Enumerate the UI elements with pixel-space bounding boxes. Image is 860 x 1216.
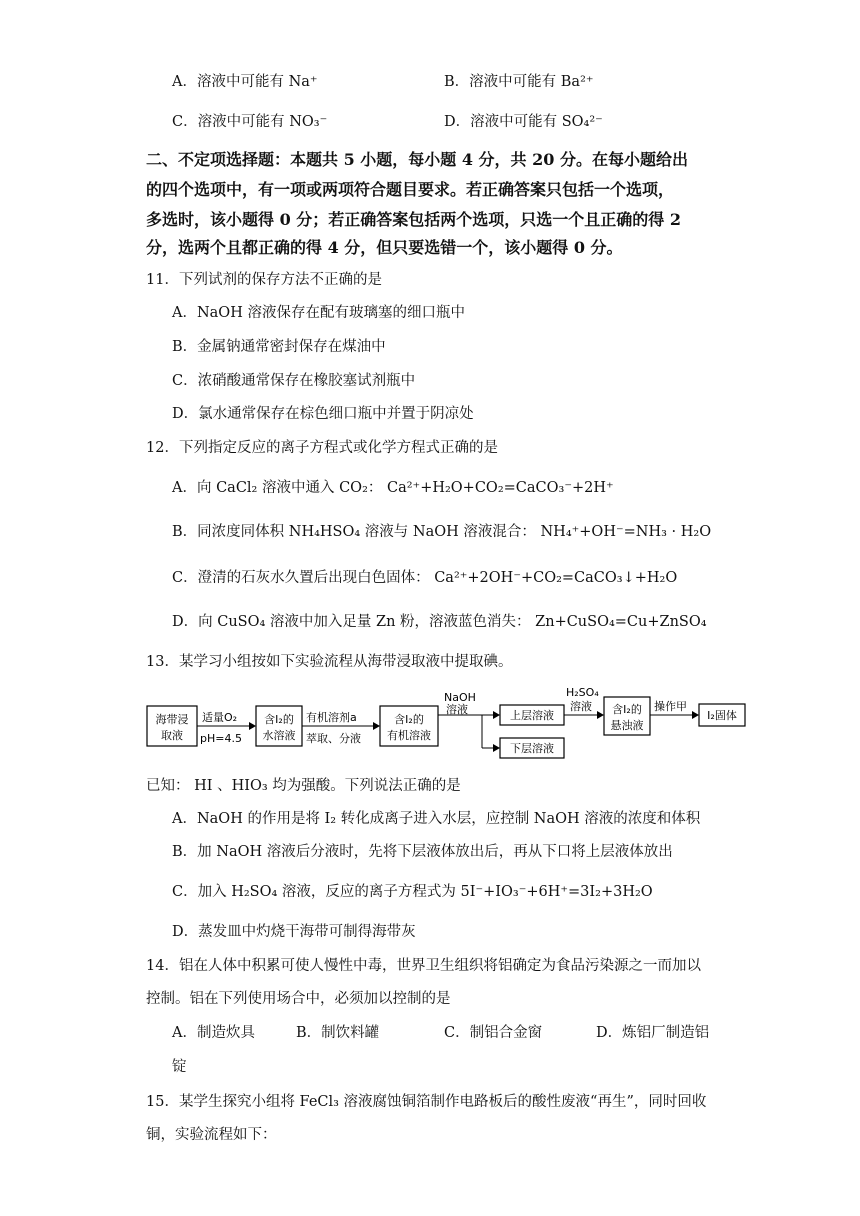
q15-stem-line2: 铜，实验流程如下： xyxy=(146,1127,277,1143)
flow-box1-line2: 取液 xyxy=(161,729,183,742)
q10-option-c: C．溶液中可能有 NO₃⁻ xyxy=(172,114,328,130)
flow-upper-label: 上层溶液 xyxy=(510,709,554,722)
q13-known: 已知： HI 、HIO₃ 均为强酸。下列说法正确的是 xyxy=(146,778,461,794)
flow-arrowhead-1 xyxy=(249,722,256,730)
flow-arrowhead-5 xyxy=(692,711,699,719)
q12-stem: 12．下列指定反应的离子方程式或化学方程式正确的是 xyxy=(146,440,498,456)
flow-arrow2-bottom: 萃取、分液 xyxy=(306,732,361,745)
flow-box2-line1: 含I₂的 xyxy=(264,713,294,726)
q10-option-a: A．溶液中可能有 Na⁺ xyxy=(172,74,318,90)
flow-box5-line1: 含I₂的 xyxy=(612,703,642,716)
flow-arrow1-bottom: pH=4.5 xyxy=(200,732,242,745)
flow-arrowhead-3-lower xyxy=(493,744,500,752)
q14-stem-line2: 控制。铝在下列使用场合中，必须加以控制的是 xyxy=(146,991,451,1007)
flow-arrow3-top2: 溶液 xyxy=(446,703,468,716)
q12-option-b: B．同浓度同体积 NH₄HSO₄ 溶液与 NaOH 溶液混合： NH₄⁺+OH⁻=NH₃ · H₂O xyxy=(172,524,712,540)
flow-box3-line1: 含I₂的 xyxy=(394,713,424,726)
q14-option-c: C．制铝合金窗 xyxy=(444,1025,543,1041)
flow-arrowhead-2 xyxy=(373,722,380,730)
q11-stem: 11．下列试剂的保存方法不正确的是 xyxy=(146,272,382,288)
section2-line4: 分，选两个且都正确的得 4 分，但只要选错一个，该小题得 0 分。 xyxy=(146,238,623,257)
flow-box6-label: I₂固体 xyxy=(707,709,737,722)
section2-line2: 的四个选项中，有一项或两项符合题目要求。若正确答案只包括一个选项， xyxy=(146,180,675,199)
q11-option-c: C．浓硝酸通常保存在橡胶塞试剂瓶中 xyxy=(172,373,416,389)
q12-option-a: A．向 CaCl₂ 溶液中通入 CO₂： Ca²⁺+H₂O+CO₂=CaCO₃⁻+2H⁺ xyxy=(172,480,614,496)
flow-arrow4-top2: 溶液 xyxy=(570,700,592,713)
q10-option-b: B．溶液中可能有 Ba²⁺ xyxy=(444,74,594,90)
flow-arrow5-top: 操作甲 xyxy=(654,700,687,713)
q10-option-d: D．溶液中可能有 SO₄²⁻ xyxy=(444,114,603,130)
flow-arrow1-top: 适量O₂ xyxy=(202,711,238,724)
q15-stem-line1: 15．某学生探究小组将 FeCl₃ 溶液腐蚀铜箔制作电路板后的酸性废液“再生”，同时回收 xyxy=(146,1094,707,1110)
flow-arrow2-top: 有机溶剂a xyxy=(306,711,357,724)
q13-option-a: A．NaOH 的作用是将 I₂ 转化成离子进入水层，应控制 NaOH 溶液的浓度和体积 xyxy=(172,811,701,827)
q14-option-a: A．制造炊具 xyxy=(172,1025,255,1041)
flow-arrowhead-3 xyxy=(493,711,500,719)
q13-option-d: D．蒸发皿中灼烧干海带可制得海带灰 xyxy=(172,924,416,940)
q12-option-c: C．澄清的石灰水久置后出现白色固体： Ca²⁺+2OH⁻+CO₂=CaCO₃↓+H₂O xyxy=(172,570,678,586)
flow-box2-line2: 水溶液 xyxy=(262,729,296,742)
q12-option-d: D．向 CuSO₄ 溶液中加入足量 Zn 粉，溶液蓝色消失： Zn+CuSO₄=Cu+ZnSO₄ xyxy=(172,614,707,630)
q14-option-b: B．制饮料罐 xyxy=(296,1025,380,1041)
q14-stem-line1: 14．铝在人体中积累可使人慢性中毒，世界卫生组织将铝确定为食品污染源之一而加以 xyxy=(146,958,701,974)
q13-stem: 13．某学习小组按如下实验流程从海带浸取液中提取碘。 xyxy=(146,654,513,670)
flow-arrow3-top1: NaOH xyxy=(444,691,476,704)
q11-option-d: D．氯水通常保存在棕色细口瓶中并置于阴凉处 xyxy=(172,406,474,422)
q13-option-b: B．加 NaOH 溶液后分液时，先将下层液体放出后，再从下口将上层液体放出 xyxy=(172,844,673,860)
q13-option-c: C．加入 H₂SO₄ 溶液，反应的离子方程式为 5I⁻+IO₃⁻+6H⁺=3I₂+3H₂O xyxy=(172,884,653,900)
flow-arrowhead-4 xyxy=(597,711,604,719)
section2-line1: 二、不定项选择题：本题共 5 小题，每小题 4 分，共 20 分。在每小题给出 xyxy=(146,150,688,169)
flow-box3-line2: 有机溶液 xyxy=(387,729,431,742)
q14-option-d: D．炼铝厂制造铝 xyxy=(596,1025,710,1041)
flow-lower-label: 下层溶液 xyxy=(510,742,554,755)
q11-option-b: B．金属钠通常密封保存在煤油中 xyxy=(172,339,386,355)
flow-arrow4-top1: H₂SO₄ xyxy=(566,688,599,699)
q14-option-d-cont: 锭 xyxy=(172,1059,187,1075)
q13-flowchart xyxy=(146,688,756,762)
flow-box1-line1: 海带浸 xyxy=(155,713,189,726)
section2-line3: 多选时，该小题得 0 分；若正确答案包括两个选项，只选一个且正确的得 2 xyxy=(146,210,681,229)
flow-box5-line2: 悬浊液 xyxy=(610,719,644,732)
q11-option-a: A．NaOH 溶液保存在配有玻璃塞的细口瓶中 xyxy=(172,305,465,321)
